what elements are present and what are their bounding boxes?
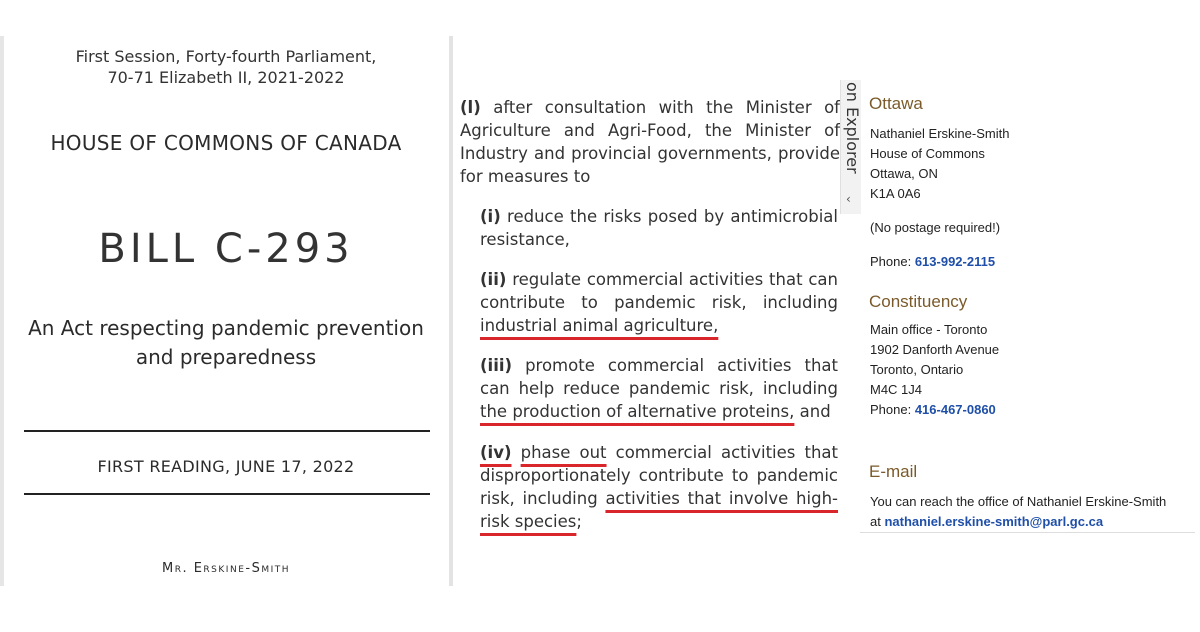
- office-phone-line: [870, 400, 996, 420]
- email-at-label: at: [870, 514, 885, 529]
- act-title-line-2: and preparedness: [135, 345, 317, 369]
- ottawa-phone-line: [870, 252, 995, 272]
- office-postal: M4C 1J4: [870, 382, 923, 397]
- house-of-commons-heading: HOUSE OF COMMONS OF CANADA: [50, 131, 402, 155]
- ottawa-postal: K1A 0A6: [870, 186, 921, 201]
- subclause-label: (ii): [480, 270, 507, 289]
- subclause-label: (iii): [480, 356, 513, 375]
- subclause-i: [480, 205, 838, 251]
- explorer-tab-label: on Explorer: [843, 82, 862, 174]
- middle-panel-border: [449, 36, 453, 586]
- phone-label: Phone:: [870, 402, 915, 417]
- ottawa-city: Ottawa, ON: [870, 166, 938, 181]
- subclause-iii: [480, 354, 838, 423]
- ottawa-phone-link[interactable]: 613-992-2115: [914, 254, 996, 269]
- office-label: Main office - Toronto: [870, 322, 988, 337]
- bill-cover-page: [6, 36, 446, 586]
- subclause-label: (i): [480, 207, 501, 226]
- subclause-ii: [480, 268, 838, 337]
- left-panel-border: [0, 36, 4, 586]
- subclause-text: promote commercial activities that can help reduce pandemic risk, including: [480, 356, 838, 398]
- clause-label: (l): [460, 98, 481, 117]
- constituency-heading: Constituency: [869, 292, 968, 311]
- subclause-text: [512, 443, 521, 462]
- ottawa-heading: Ottawa: [869, 94, 923, 113]
- subclause-text: regulate commercial activities that can contribute to pandemic risk, including: [480, 270, 838, 312]
- email-heading: E-mail: [869, 462, 918, 481]
- underlined-highlight: phase out: [520, 443, 607, 462]
- contact-bottom-divider: [860, 532, 1195, 533]
- underlined-highlight: industrial animal agriculture,: [480, 316, 719, 335]
- act-title: [6, 314, 446, 372]
- subclause-label: (iv): [480, 443, 512, 462]
- ottawa-org: House of Commons: [870, 146, 985, 161]
- phone-label: Phone:: [870, 254, 915, 269]
- underlined-highlight: the production of alternative proteins,: [480, 402, 795, 421]
- subclause-text: reduce the risks posed by antimicrobial resistance,: [480, 207, 838, 249]
- office-phone-link[interactable]: 416-467-0860: [914, 402, 996, 417]
- office-city: Toronto, Ontario: [870, 362, 964, 377]
- first-reading-date: FIRST READING, JUNE 17, 2022: [97, 457, 355, 476]
- clause-l: [460, 96, 840, 188]
- postage-note: (No postage required!): [870, 220, 1001, 235]
- divider-top: [24, 430, 430, 432]
- divider-bottom: [24, 493, 430, 495]
- session-info: [6, 46, 446, 88]
- office-street: 1902 Danforth Avenue: [870, 342, 1000, 357]
- subclause-text-middle: commercial activities that disproportionately contribute to pandemic risk, including: [480, 443, 838, 508]
- subclause-text-tail: and: [794, 402, 831, 421]
- clause-text: after consultation with the Minister of Agriculture and Agri-Food, the Minister of Industry and provincial governments, provide for measures to: [460, 98, 840, 186]
- session-line-1: First Session, Forty-fourth Parliament,: [75, 47, 377, 66]
- act-title-line-1: An Act respecting pandemic prevention: [28, 316, 424, 340]
- underlined-highlight: activities that involve high-risk species: [480, 489, 838, 531]
- email-line: [870, 512, 1103, 532]
- chevron-left-icon[interactable]: ‹: [846, 192, 851, 206]
- email-text: You can reach the office of Nathaniel Erskine-Smith: [870, 494, 1167, 509]
- explorer-side-tab[interactable]: [840, 80, 861, 214]
- session-line-2: 70-71 Elizabeth II, 2021-2022: [107, 68, 345, 87]
- subclause-text-tail: ;: [576, 512, 582, 531]
- sponsoring-member: Mr. Erskine-Smith: [161, 561, 291, 576]
- email-link[interactable]: nathaniel.erskine-smith@parl.gc.ca: [884, 514, 1104, 529]
- subclause-iv: [480, 441, 838, 533]
- ottawa-name: Nathaniel Erskine-Smith: [870, 126, 1010, 141]
- bill-number: BILL C-293: [98, 226, 354, 272]
